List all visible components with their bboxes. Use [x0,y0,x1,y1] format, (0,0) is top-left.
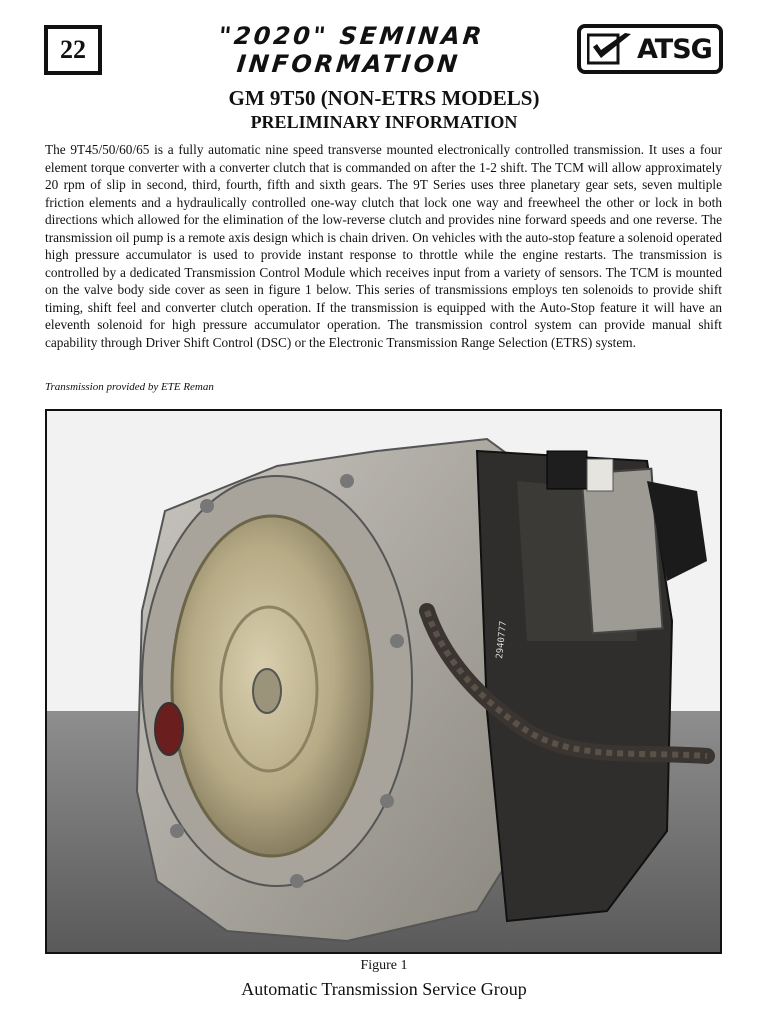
figure-caption: Figure 1 [360,958,408,973]
footer-organization: Automatic Transmission Service Group [241,979,527,999]
part-number-stamp: 2940777 [495,620,509,660]
page-subtitle: PRELIMINARY INFORMATION [250,112,518,132]
page-title: GM 9T50 (NON-ETRS MODELS) [228,86,540,110]
body-paragraph: The 9T45/50/60/65 is a fully automatic nine speed transverse mounted electronically controlled transmission. It uses a four element torque converter with a converter clutch that is commanded on after the 1-2 shift. The TCM will allow approximately 20 rpm of slip in second, third, fourth, fifth and sixth gears. The 9T Series uses three planetary gear sets, seven multiple friction elements and a hydraulically controlled one-way clutch that lock one way and freewheel the other or lock in both directions which allowed for the elimination of the low-reverse clutch and provides nine forward speeds and one reverse. The transmission oil pump is a remote axis design which is chain driven. On vehicles with the auto-stop feature a solenoid operated high pressure accumulator is used to provide instant response to throttle while the engine restarts. The transmission is controlled by a dedicated Transmission Control Module which receives input from a variety of sensors. The TCM is mounted on the valve body side cover as seen in figure 1 below. This series of transmissions employs ten solenoids to provide shift timing, shift feel and converter clutch operation. If the transmission is equipped with the Auto-Stop feature it will have an eleventh solenoid for high pressure accumulator operation. The transmission control system can provide manual shift capability through Driver Shift Control (DSC) or the Electronic Transmission Range Selection (ETRS) system. [45,142,722,350]
transmission-illustration [47,411,720,952]
photo-credit: Transmission provided by ETE Reman [45,381,214,393]
transmission-photo [45,409,722,954]
checkmark-logo-icon [587,31,633,67]
logo-text: ATSG [637,33,712,65]
seminar-banner: "2020" SEMINAR INFORMATION [217,22,486,78]
page-number: 22 [44,25,102,75]
atsg-logo [577,24,723,74]
